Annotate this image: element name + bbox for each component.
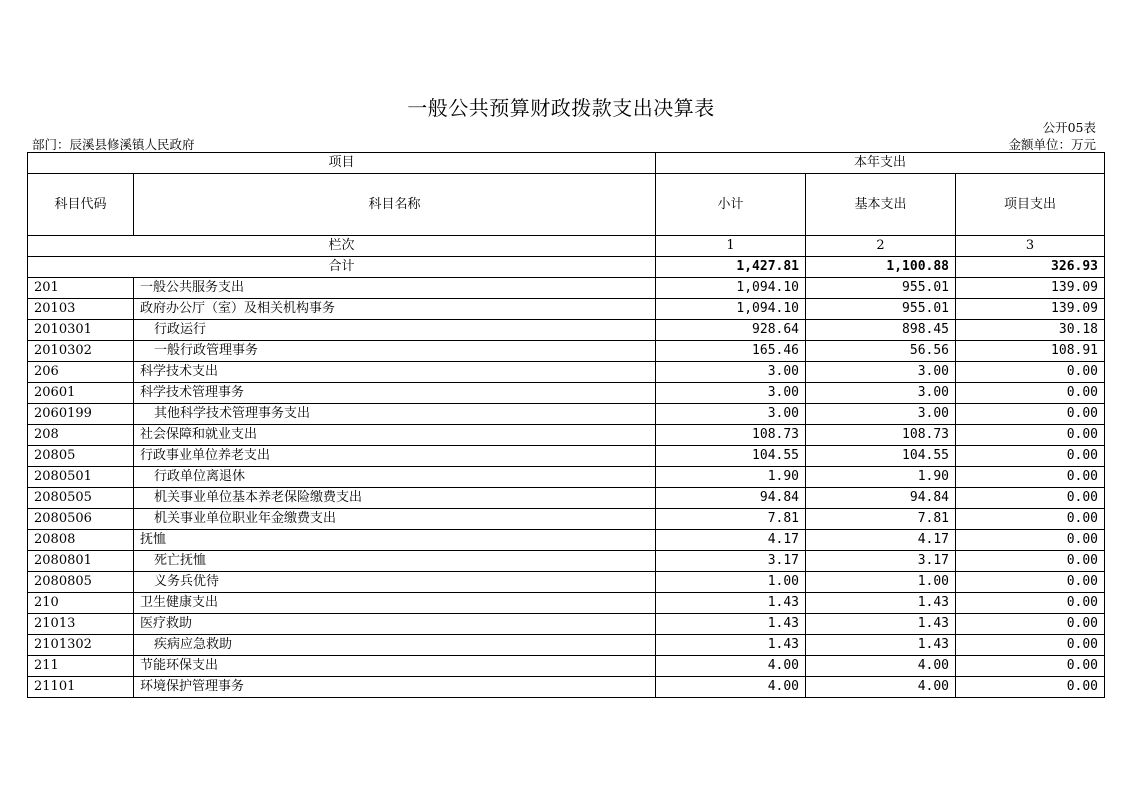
row-code: 21101	[28, 677, 134, 698]
row-code: 2010302	[28, 341, 134, 362]
row-basic: 955.01	[806, 278, 956, 299]
row-basic: 7.81	[806, 509, 956, 530]
row-name: 科学技术管理事务	[134, 383, 656, 404]
table-row	[28, 488, 1105, 509]
row-code: 2080801	[28, 551, 134, 572]
table-row	[28, 362, 1105, 383]
table-row	[28, 446, 1105, 467]
row-name: 行政单位离退休	[134, 467, 656, 488]
row-basic: 4.00	[806, 656, 956, 677]
row-name: 医疗救助	[134, 614, 656, 635]
row-project: 30.18	[956, 320, 1105, 341]
row-project: 0.00	[956, 425, 1105, 446]
row-basic: 3.17	[806, 551, 956, 572]
row-name: 其他科学技术管理事务支出	[134, 404, 656, 425]
row-subtotal: 7.81	[656, 509, 806, 530]
row-subtotal: 104.55	[656, 446, 806, 467]
row-name: 科学技术支出	[134, 362, 656, 383]
row-name: 政府办公厅（室）及相关机构事务	[134, 299, 656, 320]
row-code: 20103	[28, 299, 134, 320]
total-project: 326.93	[956, 257, 1105, 278]
row-subtotal: 1.43	[656, 635, 806, 656]
table-row	[28, 383, 1105, 404]
table-row	[28, 278, 1105, 299]
row-code: 210	[28, 593, 134, 614]
row-project: 0.00	[956, 362, 1105, 383]
row-code: 201	[28, 278, 134, 299]
row-subtotal: 3.00	[656, 362, 806, 383]
row-code: 20805	[28, 446, 134, 467]
table-row	[28, 593, 1105, 614]
row-subtotal: 1.43	[656, 614, 806, 635]
row-project: 0.00	[956, 635, 1105, 656]
row-basic: 4.17	[806, 530, 956, 551]
row-project: 0.00	[956, 572, 1105, 593]
header-basic: 基本支出	[806, 174, 956, 236]
row-subtotal: 3.17	[656, 551, 806, 572]
row-subtotal: 94.84	[656, 488, 806, 509]
table-row	[28, 572, 1105, 593]
row-code: 20601	[28, 383, 134, 404]
row-project: 0.00	[956, 446, 1105, 467]
table-row	[28, 614, 1105, 635]
row-code: 2080805	[28, 572, 134, 593]
row-name: 疾病应急救助	[134, 635, 656, 656]
row-project: 139.09	[956, 278, 1105, 299]
row-name: 一般公共服务支出	[134, 278, 656, 299]
row-subtotal: 165.46	[656, 341, 806, 362]
header-row-1	[28, 153, 1105, 174]
column-number-label: 栏次	[28, 236, 656, 257]
row-project: 139.09	[956, 299, 1105, 320]
row-code: 2101302	[28, 635, 134, 656]
row-project: 0.00	[956, 614, 1105, 635]
form-number: 公开05表	[1042, 120, 1096, 135]
header-current-year: 本年支出	[656, 153, 1105, 174]
column-number-row	[28, 236, 1105, 257]
table-row	[28, 341, 1105, 362]
total-basic: 1,100.88	[806, 257, 956, 278]
row-basic: 3.00	[806, 362, 956, 383]
row-subtotal: 928.64	[656, 320, 806, 341]
row-subtotal: 3.00	[656, 404, 806, 425]
row-project: 0.00	[956, 593, 1105, 614]
row-basic: 1.43	[806, 635, 956, 656]
row-subtotal: 1,094.10	[656, 299, 806, 320]
header-project-expense: 项目支出	[956, 174, 1105, 236]
row-project: 0.00	[956, 488, 1105, 509]
row-project: 0.00	[956, 551, 1105, 572]
row-basic: 4.00	[806, 677, 956, 698]
row-project: 0.00	[956, 530, 1105, 551]
table-row	[28, 404, 1105, 425]
row-basic: 3.00	[806, 404, 956, 425]
row-project: 0.00	[956, 656, 1105, 677]
row-project: 0.00	[956, 383, 1105, 404]
row-name: 行政运行	[134, 320, 656, 341]
table-row	[28, 425, 1105, 446]
row-name: 环境保护管理事务	[134, 677, 656, 698]
row-code: 208	[28, 425, 134, 446]
row-basic: 56.56	[806, 341, 956, 362]
row-name: 卫生健康支出	[134, 593, 656, 614]
row-basic: 1.43	[806, 614, 956, 635]
expenditure-table	[27, 152, 1105, 698]
row-subtotal: 1.90	[656, 467, 806, 488]
total-label: 合计	[28, 257, 656, 278]
row-project: 0.00	[956, 509, 1105, 530]
row-code: 2060199	[28, 404, 134, 425]
row-name: 义务兵优待	[134, 572, 656, 593]
row-subtotal: 3.00	[656, 383, 806, 404]
report-title: 一般公共预算财政拨款支出决算表	[407, 96, 715, 120]
row-subtotal: 108.73	[656, 425, 806, 446]
row-basic: 1.00	[806, 572, 956, 593]
table-row	[28, 530, 1105, 551]
table-row	[28, 299, 1105, 320]
row-subtotal: 1,094.10	[656, 278, 806, 299]
header-name: 科目名称	[134, 174, 656, 236]
row-name: 抚恤	[134, 530, 656, 551]
header-row-2	[28, 174, 1105, 236]
row-name: 社会保障和就业支出	[134, 425, 656, 446]
row-basic: 898.45	[806, 320, 956, 341]
row-subtotal: 4.00	[656, 656, 806, 677]
table-row	[28, 467, 1105, 488]
header-subtotal: 小计	[656, 174, 806, 236]
row-code: 21013	[28, 614, 134, 635]
column-number-1: 1	[656, 236, 806, 257]
row-name: 节能环保支出	[134, 656, 656, 677]
header-code: 科目代码	[28, 174, 134, 236]
table-row	[28, 656, 1105, 677]
row-name: 机关事业单位职业年金缴费支出	[134, 509, 656, 530]
table-row	[28, 551, 1105, 572]
row-subtotal: 4.17	[656, 530, 806, 551]
row-code: 206	[28, 362, 134, 383]
department-label: 部门：辰溪县修溪镇人民政府	[32, 137, 195, 152]
row-project: 0.00	[956, 677, 1105, 698]
row-code: 20808	[28, 530, 134, 551]
row-basic: 1.43	[806, 593, 956, 614]
total-subtotal: 1,427.81	[656, 257, 806, 278]
amount-unit-label: 金额单位：万元	[1008, 137, 1096, 152]
row-project: 108.91	[956, 341, 1105, 362]
row-name: 一般行政管理事务	[134, 341, 656, 362]
header-project: 项目	[28, 153, 656, 174]
column-number-3: 3	[956, 236, 1105, 257]
total-row	[28, 257, 1105, 278]
row-basic: 104.55	[806, 446, 956, 467]
row-code: 2080501	[28, 467, 134, 488]
table-row	[28, 509, 1105, 530]
row-code: 2080506	[28, 509, 134, 530]
column-number-2: 2	[806, 236, 956, 257]
row-subtotal: 1.43	[656, 593, 806, 614]
row-basic: 1.90	[806, 467, 956, 488]
row-basic: 108.73	[806, 425, 956, 446]
row-code: 211	[28, 656, 134, 677]
row-name: 行政事业单位养老支出	[134, 446, 656, 467]
row-project: 0.00	[956, 404, 1105, 425]
row-subtotal: 4.00	[656, 677, 806, 698]
table-row	[28, 320, 1105, 341]
row-name: 机关事业单位基本养老保险缴费支出	[134, 488, 656, 509]
row-basic: 955.01	[806, 299, 956, 320]
row-subtotal: 1.00	[656, 572, 806, 593]
row-code: 2080505	[28, 488, 134, 509]
row-basic: 94.84	[806, 488, 956, 509]
table-row	[28, 677, 1105, 698]
row-project: 0.00	[956, 467, 1105, 488]
row-basic: 3.00	[806, 383, 956, 404]
row-name: 死亡抚恤	[134, 551, 656, 572]
row-code: 2010301	[28, 320, 134, 341]
table-row	[28, 635, 1105, 656]
